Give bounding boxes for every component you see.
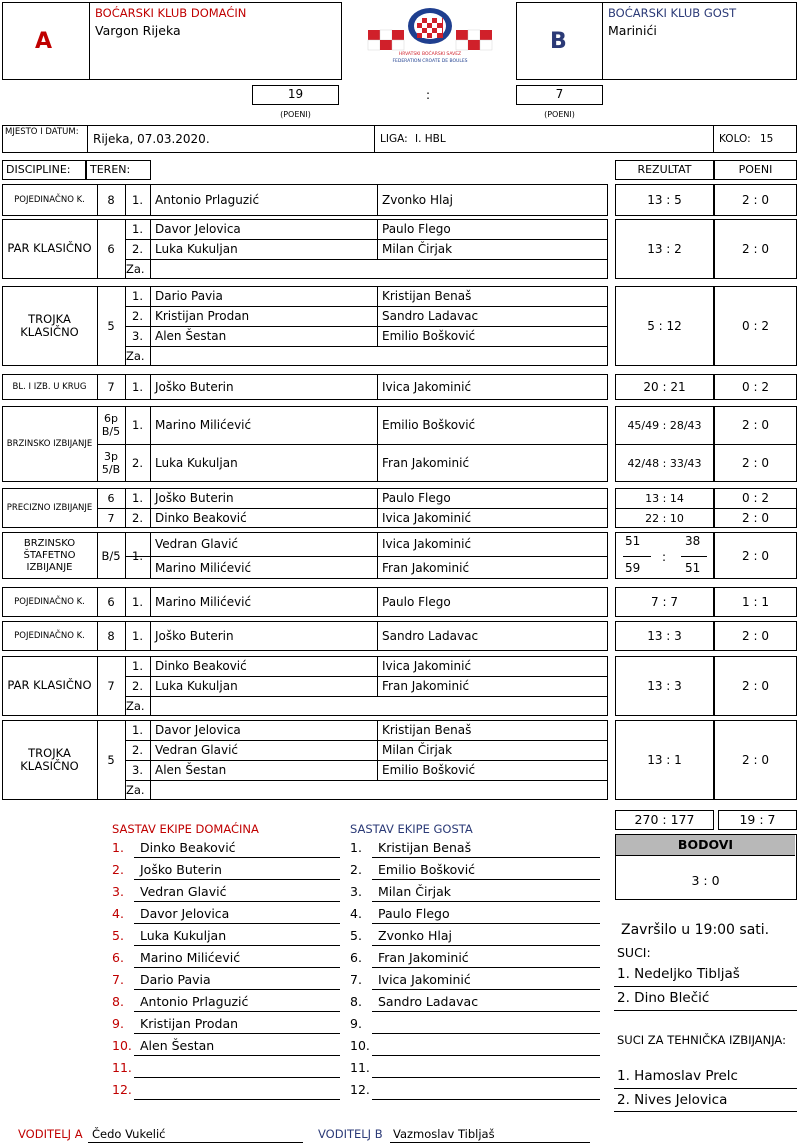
substitute-label: Za. <box>126 262 145 276</box>
substitute-label: Za. <box>126 699 145 713</box>
discipline-name: BRZINSKO IZBIJANJE <box>6 438 93 449</box>
score-colon: : <box>426 88 431 102</box>
guest-roster-player: Milan Čirjak <box>378 884 451 899</box>
guest-player: Ivica Jakominić <box>382 380 472 394</box>
player-number: 1. <box>132 491 143 505</box>
judge-1: 1. Nedeljko Tibljaš <box>617 966 740 982</box>
field-number: 6 <box>107 595 115 609</box>
guest-caption: BOĆARSKI KLUB GOST <box>608 6 737 20</box>
field-number: 8 <box>107 193 115 207</box>
discipline-name: POJEDINAČNO K. <box>14 194 85 205</box>
judge-2: 2. Dino Blečić <box>617 990 710 1006</box>
player-number: 1. <box>132 289 143 303</box>
home-player: Luka Kukuljan <box>155 679 238 693</box>
guest-team-box <box>516 2 797 80</box>
discipline-name: PAR KLASIČNO <box>7 678 92 693</box>
player-number: 2. <box>132 679 143 693</box>
discipline-name: PRECIZNO IZBIJANJE <box>6 502 93 513</box>
guest-player: Kristijan Benaš <box>382 723 472 737</box>
header-discipline <box>2 160 86 180</box>
home-player: Dinko Beaković <box>155 511 247 525</box>
leader-b-label: VODITELJ B <box>318 1127 383 1141</box>
guest-points-label: (POENI) <box>544 110 575 119</box>
discipline-name: TROJKA KLASIČNO <box>20 745 79 773</box>
result-value: 13 : 5 <box>647 193 682 207</box>
guest-roster-number: 1. <box>350 840 362 855</box>
guest-roster-title: SASTAV EKIPE GOSTA <box>350 822 473 836</box>
points-value: 2 : 0 <box>742 548 769 563</box>
field-number: 8 <box>107 629 115 643</box>
total-result-box <box>615 810 714 830</box>
guest-roster-number: 7. <box>350 972 362 987</box>
home-roster-number: 4. <box>112 906 124 921</box>
home-player: Vedran Glavić <box>155 743 239 757</box>
guest-player: Kristijan Benaš <box>382 289 472 303</box>
guest-roster-number: 5. <box>350 928 362 943</box>
tech-judges-title: SUCI ZA TEHNIČKA IZBIJANJA: <box>617 1033 786 1047</box>
home-roster-number: 7. <box>112 972 124 987</box>
home-points-box <box>252 85 339 105</box>
home-roster-number: 8. <box>112 994 124 1009</box>
result-value: 45/49 : 28/43 <box>627 418 702 432</box>
relay-home-2: 59 <box>625 561 641 575</box>
total-points: 19 : 7 <box>739 812 776 827</box>
home-roster-player: Dario Pavia <box>140 972 211 987</box>
guest-roster-number: 8. <box>350 994 362 1009</box>
guest-player: Paulo Flego <box>382 595 451 609</box>
result-value: 7 : 7 <box>651 595 678 609</box>
guest-player: Fran Jakominić <box>382 679 470 693</box>
home-roster-number: 2. <box>112 862 124 877</box>
guest-player: Emilio Bošković <box>382 763 476 777</box>
home-roster-player: Kristijan Prodan <box>140 1016 239 1031</box>
points-value: 2 : 0 <box>742 193 769 207</box>
player-number: 1. <box>132 659 143 673</box>
home-roster-number: 3. <box>112 884 124 899</box>
discipline-name: POJEDINAČNO K. <box>14 596 85 607</box>
guest-roster-number: 11. <box>350 1060 370 1075</box>
home-roster-player: Alen Šestan <box>140 1038 215 1053</box>
player-number: 1. <box>132 548 143 563</box>
home-letter: A <box>35 29 53 54</box>
home-roster-player: Davor Jelovica <box>140 906 230 921</box>
home-player: Davor Jelovica <box>155 222 241 236</box>
field-number: 7 <box>107 511 115 525</box>
guest-points: 7 <box>555 87 564 101</box>
header-points <box>714 160 797 180</box>
home-roster-title: SASTAV EKIPE DOMAĆINA <box>112 822 259 836</box>
bodovi-value: 3 : 0 <box>691 873 720 888</box>
judges-title: SUCI: <box>617 945 651 960</box>
player-number: 3. <box>132 329 143 343</box>
home-roster-number: 9. <box>112 1016 124 1031</box>
place-date-label: MJESTO I DATUM: <box>5 127 79 137</box>
home-player: Joško Buterin <box>155 491 234 505</box>
points-value: 0 : 2 <box>742 380 769 394</box>
home-roster-player: Joško Buterin <box>140 862 222 877</box>
guest-player: Paulo Flego <box>382 491 451 505</box>
relay-guest-2: 51 <box>685 561 701 575</box>
league-value: I. HBL <box>415 133 446 145</box>
result-value: 13 : 14 <box>645 491 684 505</box>
home-player: Kristijan Prodan <box>155 309 250 323</box>
home-roster-number: 5. <box>112 928 124 943</box>
guest-roster-number: 10. <box>350 1038 370 1053</box>
points-value: 2 : 0 <box>742 242 769 256</box>
guest-roster-number: 4. <box>350 906 362 921</box>
discipline-name: TROJKA KLASIČNO <box>20 311 79 339</box>
home-player: Marino Milićević <box>155 418 252 432</box>
guest-player: Milan Čirjak <box>382 242 453 256</box>
league-label: LIGA: <box>380 133 408 145</box>
guest-player: Ivica Jakominić <box>382 511 472 525</box>
guest-roster-number: 2. <box>350 862 362 877</box>
guest-player: Sandro Ladavac <box>382 629 479 643</box>
place-date-value: Rijeka, 07.03.2020. <box>93 132 210 146</box>
header-result-label: REZULTAT <box>637 163 692 176</box>
discipline-name: POJEDINAČNO K. <box>14 630 85 641</box>
relay-guest-1: 38 <box>685 534 701 548</box>
result-value: 13 : 3 <box>647 629 682 643</box>
logo-text-line2: FEDERATION CROATE DE BOULES <box>392 59 468 64</box>
field-number: 6p B/5 <box>101 412 121 438</box>
home-roster-number: 11. <box>112 1060 132 1075</box>
guest-player: Emilio Bošković <box>382 418 476 432</box>
total-result: 270 : 177 <box>634 812 695 827</box>
result-value: 13 : 3 <box>647 679 682 693</box>
substitute-label: Za. <box>126 783 145 797</box>
points-value: 2 : 0 <box>742 679 769 693</box>
field-number: 6 <box>107 491 115 505</box>
home-player: Luka Kukuljan <box>155 456 238 470</box>
relay-colon: : <box>662 550 667 564</box>
result-value: 13 : 2 <box>647 242 682 256</box>
player-number: 1. <box>132 193 143 207</box>
leader-b-name: Vazmoslav Tibljaš <box>393 1127 495 1141</box>
guest-player: Zvonko Hlaj <box>382 193 453 207</box>
home-player: Antonio Prlaguzić <box>155 193 260 207</box>
bodovi-label-bar <box>616 835 795 856</box>
logo-text-line1: HRVATSKI BOĆARSKI SAVEZ <box>398 52 462 57</box>
home-player: Vedran Glavić <box>155 537 239 551</box>
federation-logo <box>365 6 495 68</box>
discipline-block <box>0 532 800 579</box>
points-value: 2 : 0 <box>742 753 769 767</box>
guest-player: Fran Jakominić <box>382 560 470 575</box>
points-value: 2 : 0 <box>742 629 769 643</box>
home-points: 19 <box>287 87 304 101</box>
home-player: Joško Buterin <box>155 380 234 394</box>
result-value: 20 : 21 <box>643 380 686 394</box>
field-number: 7 <box>107 380 115 394</box>
leader-a-label: VODITELJ A <box>18 1127 83 1141</box>
home-club-name: Vargon Rijeka <box>95 23 181 38</box>
player-number: 2. <box>132 242 143 256</box>
home-player: Alen Šestan <box>155 329 227 343</box>
discipline-block <box>0 488 800 528</box>
header-field <box>86 160 151 180</box>
discipline-block <box>0 720 800 800</box>
tech-judge-1: 1. Hamoslav Prelc <box>617 1068 738 1084</box>
player-number: 2. <box>132 309 143 323</box>
field-number: 5 <box>107 753 115 767</box>
guest-player: Milan Čirjak <box>382 743 453 757</box>
player-number: 2. <box>132 456 143 470</box>
guest-roster-player: Paulo Flego <box>378 906 450 921</box>
finish-time: Završilo u 19:00 sati. <box>621 922 770 938</box>
field-number: 3p 5/B <box>101 450 121 476</box>
player-number: 1. <box>132 723 143 737</box>
home-roster-player: Luka Kukuljan <box>140 928 227 943</box>
substitute-label: Za. <box>126 349 145 363</box>
home-roster-number: 10. <box>112 1038 132 1053</box>
player-number: 1. <box>132 418 143 432</box>
guest-roster-number: 6. <box>350 950 362 965</box>
guest-letter: B <box>550 29 567 54</box>
home-player: Marino Milićević <box>155 560 252 575</box>
result-value: 5 : 12 <box>647 319 682 333</box>
discipline-block <box>0 219 800 279</box>
points-value: 2 : 0 <box>742 418 769 432</box>
guest-roster-player: Emilio Bošković <box>378 862 476 877</box>
guest-roster-player: Fran Jakominić <box>378 950 469 965</box>
guest-player: Paulo Flego <box>382 222 451 236</box>
field-number: B/5 <box>101 548 121 563</box>
player-number: 1. <box>132 380 143 394</box>
player-number: 1. <box>132 629 143 643</box>
guest-player: Ivica Jakominić <box>382 659 472 673</box>
relay-home-1: 51 <box>625 534 641 548</box>
home-roster-player: Antonio Prlaguzić <box>140 994 249 1009</box>
discipline-name: BL. I IZB. U KRUG <box>12 381 87 392</box>
home-roster-player: Marino Milićević <box>140 950 241 965</box>
home-player: Joško Buterin <box>155 629 234 643</box>
home-player: Marino Milićević <box>155 595 252 609</box>
home-roster-player: Vedran Glavić <box>140 884 227 899</box>
points-value: 0 : 2 <box>742 491 769 505</box>
guest-points-box <box>516 85 603 105</box>
discipline-block <box>0 656 800 716</box>
total-points-box <box>718 810 797 830</box>
result-value: 13 : 1 <box>647 753 682 767</box>
result-value: 42/48 : 33/43 <box>627 456 702 470</box>
bodovi-box <box>615 834 797 900</box>
discipline-block <box>0 184 800 216</box>
guest-roster-number: 9. <box>350 1016 362 1031</box>
guest-player: Sandro Ladavac <box>382 309 479 323</box>
guest-player: Emilio Bošković <box>382 329 476 343</box>
home-points-label: (POENI) <box>280 110 311 119</box>
points-value: 2 : 0 <box>742 511 769 525</box>
result-value: 22 : 10 <box>645 511 684 525</box>
guest-roster-player: Ivica Jakominić <box>378 972 471 987</box>
guest-roster-player: Sandro Ladavac <box>378 994 479 1009</box>
header-points-label: POENI <box>738 163 773 176</box>
home-caption: BOĆARSKI KLUB DOMAĆIN <box>95 6 247 20</box>
field-number: 6 <box>107 242 115 256</box>
discipline-block <box>0 621 800 651</box>
home-roster-player: Dinko Beaković <box>140 840 236 855</box>
home-player: Dinko Beaković <box>155 659 247 673</box>
player-number: 2. <box>132 743 143 757</box>
header-result <box>615 160 714 180</box>
guest-roster-player: Zvonko Hlaj <box>378 928 452 943</box>
guest-roster-number: 12. <box>350 1082 370 1097</box>
field-number: 7 <box>107 679 115 693</box>
guest-roster-number: 3. <box>350 884 362 899</box>
round-label: KOLO: <box>719 133 751 145</box>
points-value: 0 : 2 <box>742 319 769 333</box>
bodovi-label: BODOVI <box>677 837 734 852</box>
points-value: 1 : 1 <box>742 595 769 609</box>
discipline-block <box>0 374 800 400</box>
home-player: Davor Jelovica <box>155 723 241 737</box>
guest-player: Fran Jakominić <box>382 456 470 470</box>
points-value: 2 : 0 <box>742 456 769 470</box>
leader-a-name: Čedo Vukelić <box>92 1127 166 1141</box>
player-number: 1. <box>132 595 143 609</box>
discipline-block <box>0 286 800 366</box>
player-number: 2. <box>132 511 143 525</box>
header-discipline-label: DISCIPLINE: <box>6 163 71 176</box>
player-number: 3. <box>132 763 143 777</box>
discipline-name: BRZINSKO ŠTAFETNO IZBIJANJE <box>23 537 76 573</box>
home-roster-number: 6. <box>112 950 124 965</box>
discipline-name: PAR KLASIČNO <box>7 241 92 256</box>
discipline-block <box>0 406 800 482</box>
guest-player: Ivica Jakominić <box>382 537 472 551</box>
header-field-label: TEREN: <box>90 163 131 176</box>
home-player: Dario Pavia <box>155 289 223 303</box>
home-player: Luka Kukuljan <box>155 242 238 256</box>
home-team-box <box>2 2 342 80</box>
home-roster-number: 12. <box>112 1082 132 1097</box>
tech-judge-2: 2. Nives Jelovica <box>617 1092 728 1108</box>
player-number: 1. <box>132 222 143 236</box>
guest-club-name: Marinići <box>608 23 657 38</box>
home-player: Alen Šestan <box>155 763 227 777</box>
round-value: 15 <box>760 133 774 145</box>
guest-roster-player: Kristijan Benaš <box>378 840 472 855</box>
discipline-block <box>0 587 800 617</box>
meta-row <box>2 125 797 153</box>
home-roster-number: 1. <box>112 840 124 855</box>
field-number: 5 <box>107 319 115 333</box>
